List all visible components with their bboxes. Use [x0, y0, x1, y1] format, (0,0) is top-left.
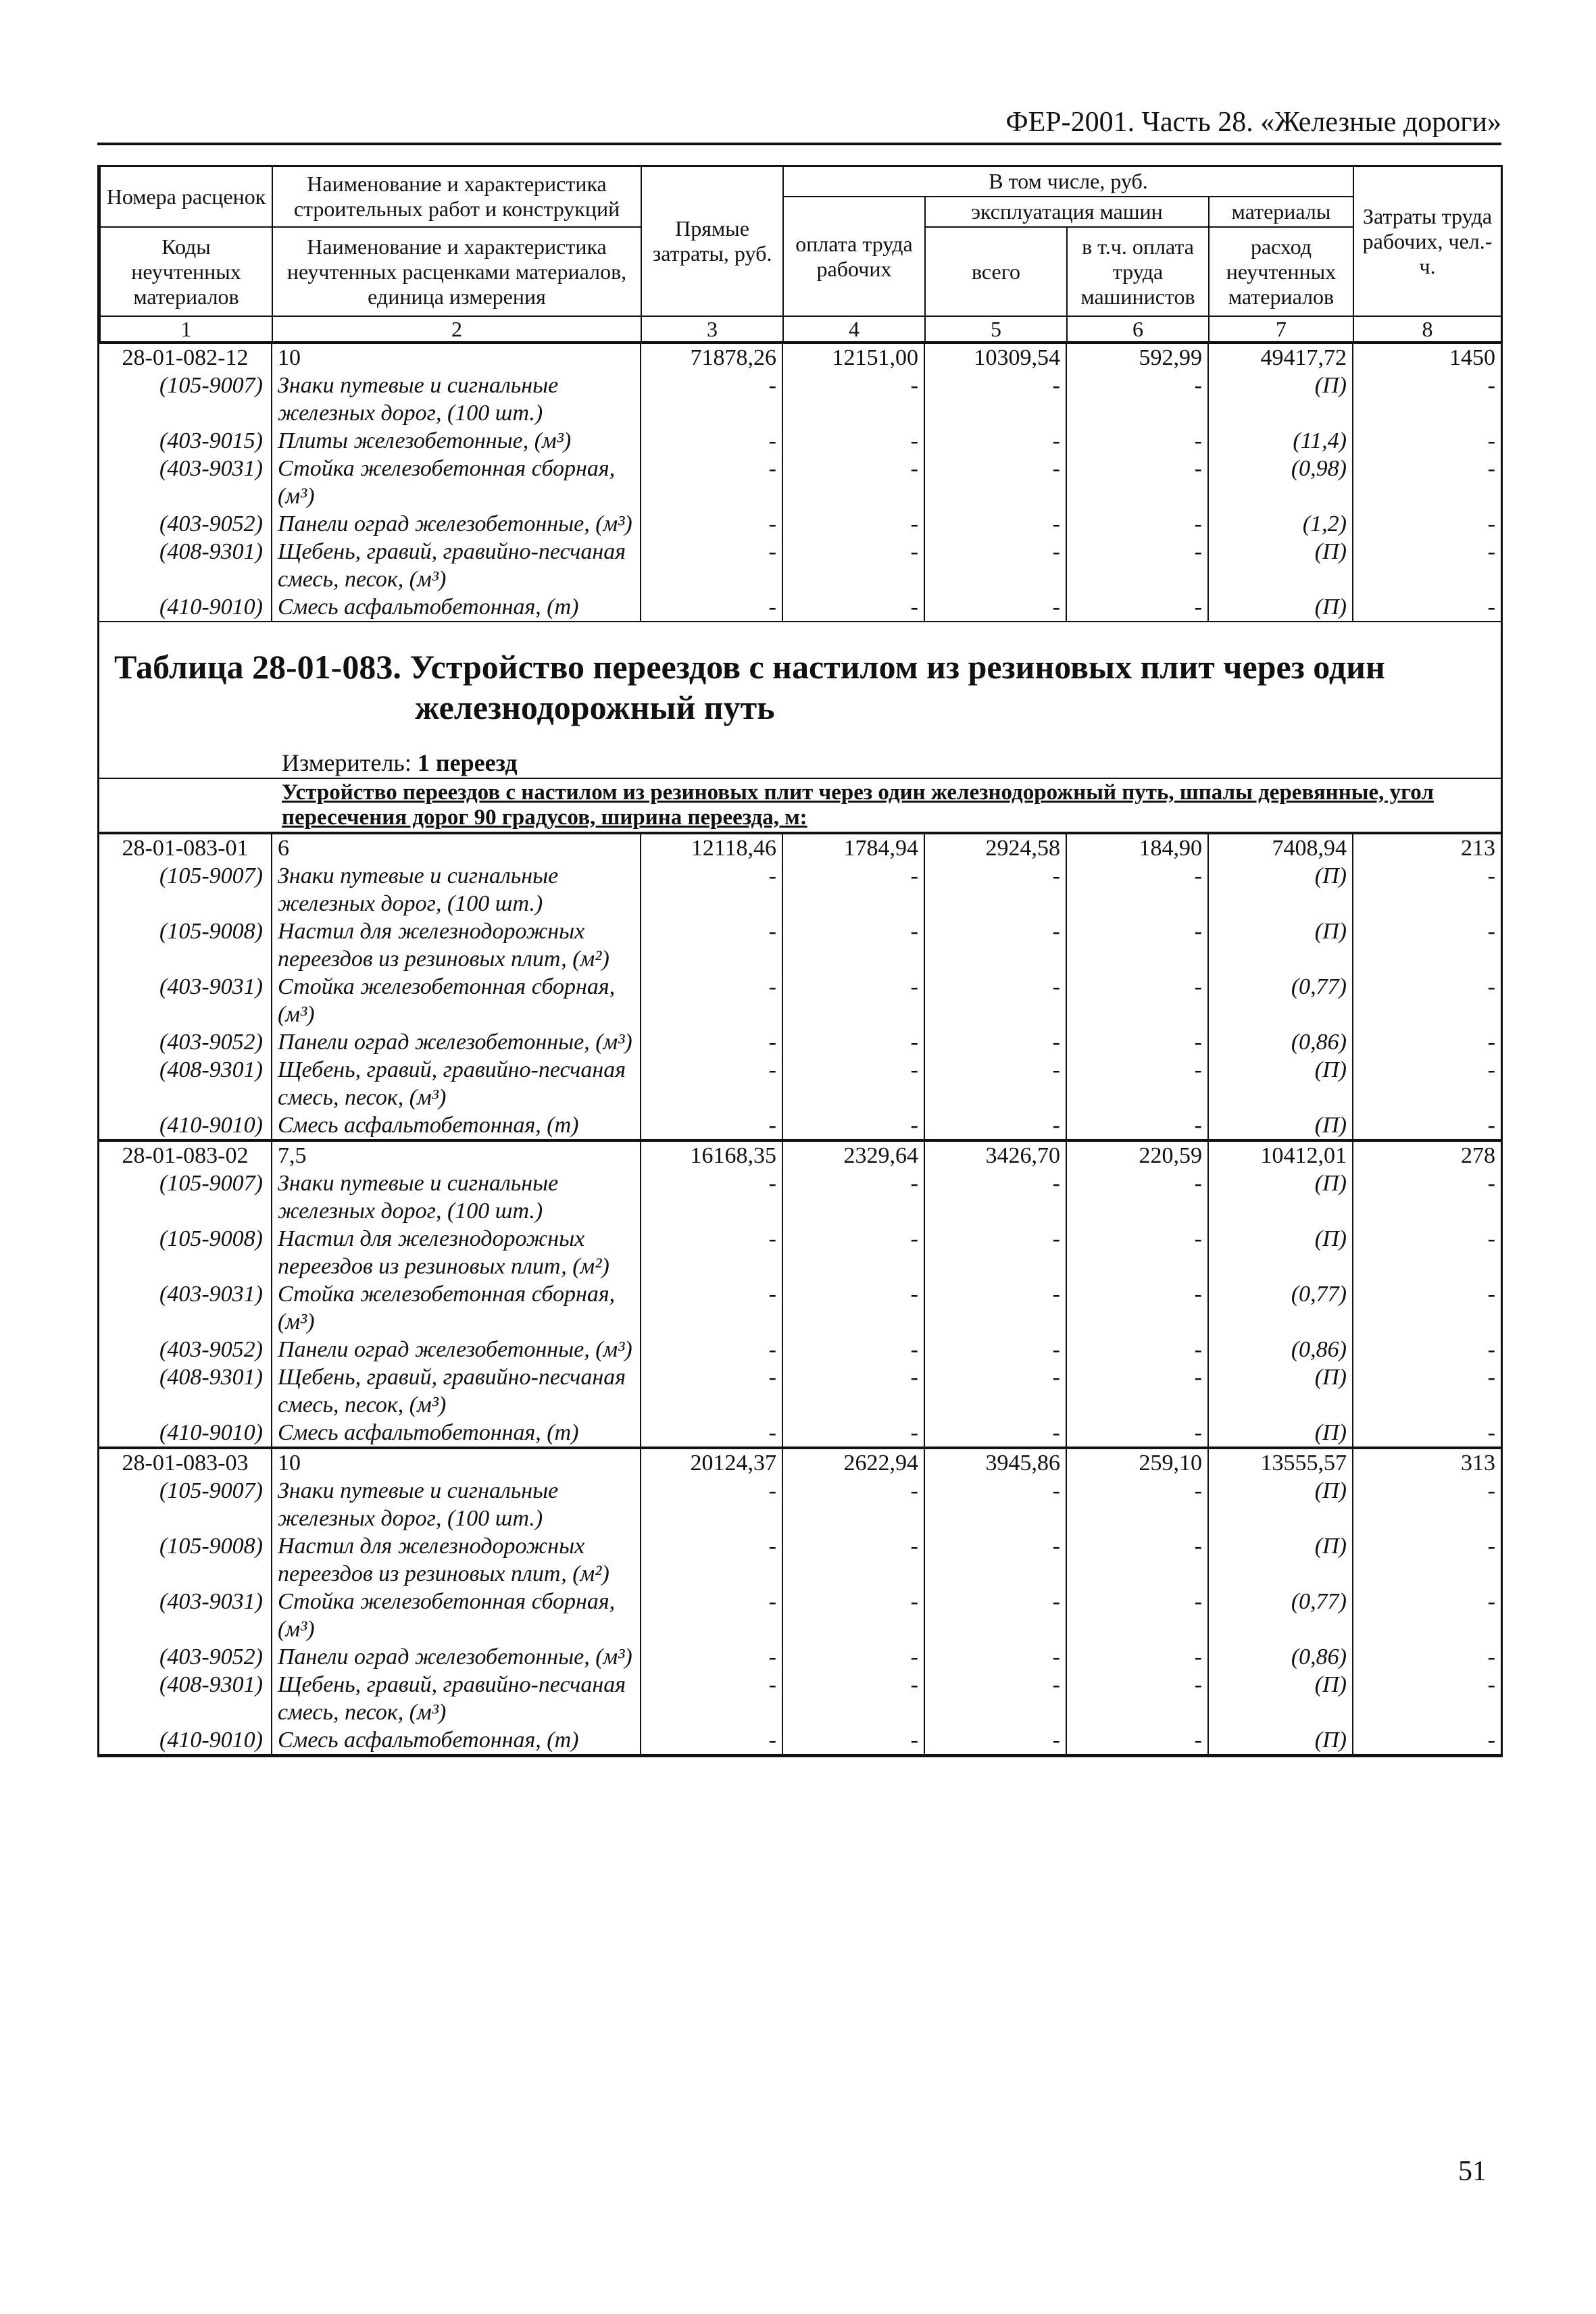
dash-value: - — [782, 1726, 924, 1755]
dash-value: - — [641, 862, 782, 917]
dash-value: - — [924, 455, 1066, 510]
dash-value: - — [782, 372, 924, 427]
material-code: (403-9031) — [99, 1588, 272, 1643]
rate-code: 28-01-082-12 — [99, 343, 272, 372]
material-code: (408-9301) — [99, 1056, 272, 1111]
rate-row — [99, 1449, 1501, 1477]
dash-value: - — [1487, 863, 1495, 888]
dash-value: - — [924, 1588, 1066, 1643]
material-name: Смесь асфальтобетонная, (т) — [272, 593, 641, 622]
header-name-bottom: Наименование и характеристика неучтенных расценками материалов, единица измерения — [272, 227, 641, 316]
rate-group-body — [99, 1141, 1501, 1447]
material-use: (П) — [1208, 1532, 1353, 1588]
dash-value: - — [641, 1111, 782, 1140]
rate-code: 28-01-083-02 — [99, 1141, 272, 1169]
dash-value: - — [1066, 1225, 1208, 1280]
dash-value: - — [1487, 1226, 1495, 1251]
dash-value: - — [782, 973, 924, 1028]
dash-value: - — [1487, 1644, 1495, 1669]
material-code: (105-9007) — [99, 1169, 272, 1225]
material-code: (403-9052) — [99, 1643, 272, 1671]
materials-cost: 7408,94 — [1208, 834, 1353, 862]
dash-value: - — [1487, 511, 1495, 536]
dash-value: - — [782, 538, 924, 593]
dash-value: - — [924, 1363, 1066, 1419]
labor-hours: 313 — [1353, 1449, 1501, 1477]
material-name: Щебень, гравий, гравийно-песчаная смесь, песок, (м³) — [272, 1363, 641, 1419]
dash-value: - — [1066, 1477, 1208, 1532]
material-use: (П) — [1208, 538, 1353, 593]
material-use: (П) — [1208, 1169, 1353, 1225]
rate-row — [99, 834, 1501, 862]
material-row — [99, 862, 1501, 917]
material-use: (П) — [1208, 1671, 1353, 1726]
rate-code: 28-01-083-03 — [99, 1449, 272, 1477]
header-incl: В том числе, руб. — [783, 166, 1353, 197]
table-caption — [99, 622, 1501, 778]
material-row — [99, 1363, 1501, 1419]
rate-group-table — [99, 1140, 1501, 1448]
header-machines: эксплуатация машин — [925, 197, 1209, 227]
materials-cost: 13555,57 — [1208, 1449, 1353, 1477]
material-row — [99, 455, 1501, 510]
dash-value: - — [782, 1419, 924, 1447]
material-use: (П) — [1208, 1056, 1353, 1111]
dash-value: - — [641, 1643, 782, 1671]
dash-value: - — [641, 1363, 782, 1419]
material-use: (1,2) — [1208, 510, 1353, 538]
rate-group-body — [99, 343, 1501, 622]
material-name: Стойка железобетонная сборная, (м³) — [272, 1280, 641, 1336]
header-name-top: Наименование и характеристика строительных работ и конструкций — [272, 166, 641, 228]
dash-value: - — [1066, 538, 1208, 593]
dash-value: - — [641, 372, 782, 427]
material-code: (105-9007) — [99, 862, 272, 917]
material-use: (0,77) — [1208, 1280, 1353, 1336]
dash-value: - — [1066, 593, 1208, 622]
material-name: Настил для железнодорожных переездов из резиновых плит, (м²) — [272, 1225, 641, 1280]
material-code: (403-9052) — [99, 1028, 272, 1056]
dash-value: - — [782, 1643, 924, 1671]
dash-value: - — [1066, 1671, 1208, 1726]
dash-value: - — [1487, 1534, 1495, 1559]
dash-value: - — [924, 917, 1066, 973]
machines-total: 2924,58 — [924, 834, 1066, 862]
dash-value: - — [782, 917, 924, 973]
dash-value: - — [782, 1028, 924, 1056]
dash-value: - — [1487, 456, 1495, 481]
dash-value: - — [1353, 593, 1501, 622]
material-row — [99, 1111, 1501, 1140]
dash-value: - — [641, 1280, 782, 1336]
dash-value: - — [924, 1056, 1066, 1111]
column-number: 7 — [1209, 316, 1353, 342]
material-name: Панели оград железобетонные, (м³) — [272, 1336, 641, 1363]
dash-value: - — [641, 1671, 782, 1726]
dash-value: - — [1487, 373, 1495, 398]
material-code: (403-9052) — [99, 1336, 272, 1363]
dash-value: - — [782, 455, 924, 510]
dash-value: - — [782, 510, 924, 538]
dash-value: - — [1066, 1588, 1208, 1643]
labor-hours: 278 — [1353, 1141, 1501, 1169]
dash-value: - — [1487, 1478, 1495, 1503]
material-code: (410-9010) — [99, 1111, 272, 1140]
material-row — [99, 1225, 1501, 1280]
material-code: (408-9301) — [99, 1671, 272, 1726]
material-name: Смесь асфальтобетонная, (т) — [272, 1726, 641, 1755]
material-name: Знаки путевые и сигнальные железных дорог, (100 шт.) — [272, 372, 641, 427]
material-use: (0,86) — [1208, 1336, 1353, 1363]
dash-value: - — [1066, 1363, 1208, 1419]
material-row — [99, 1588, 1501, 1643]
material-use: (0,86) — [1208, 1643, 1353, 1671]
materials-cost: 10412,01 — [1208, 1141, 1353, 1169]
dash-value: - — [924, 1336, 1066, 1363]
rate-parameter: 6 — [272, 834, 641, 862]
material-use: (П) — [1208, 917, 1353, 973]
dash-value: - — [1487, 1589, 1495, 1614]
material-use: (П) — [1208, 372, 1353, 427]
material-name: Стойка железобетонная сборная, (м³) — [272, 1588, 641, 1643]
direct-costs: 12118,46 — [641, 834, 782, 862]
column-number: 5 — [925, 316, 1067, 342]
dash-value: - — [1487, 919, 1495, 944]
material-code: (105-9007) — [99, 1477, 272, 1532]
dash-value: - — [1066, 1111, 1208, 1140]
header-code-top: Номера расценок — [100, 166, 272, 228]
rate-group-body — [99, 1449, 1501, 1755]
material-name: Настил для железнодорожных переездов из резиновых плит, (м²) — [272, 1532, 641, 1588]
page-header: ФЕР-2001. Часть 28. «Железные дороги» — [1005, 107, 1501, 138]
measure-unit — [282, 749, 518, 776]
header-materials: материалы — [1209, 197, 1353, 227]
machinist-pay: 220,59 — [1066, 1141, 1208, 1169]
column-header-table — [99, 165, 1502, 343]
material-name: Стойка железобетонная сборная, (м³) — [272, 455, 641, 510]
material-row — [99, 1169, 1501, 1225]
material-name: Знаки путевые и сигнальные железных дорог, (100 шт.) — [272, 1169, 641, 1225]
material-code: (105-9008) — [99, 1225, 272, 1280]
material-name: Панели оград железобетонные, (м³) — [272, 510, 641, 538]
dash-value: - — [782, 1477, 924, 1532]
dash-value: - — [924, 862, 1066, 917]
material-name: Настил для железнодорожных переездов из резиновых плит, (м²) — [272, 917, 641, 973]
material-name: Панели оград железобетонные, (м³) — [272, 1643, 641, 1671]
materials-cost: 49417,72 — [1208, 343, 1353, 372]
column-number: 3 — [641, 316, 783, 342]
material-use: (П) — [1208, 593, 1353, 622]
dash-value: - — [1066, 1028, 1208, 1056]
material-row — [99, 1280, 1501, 1336]
dash-value: - — [782, 1336, 924, 1363]
dash-value: - — [1487, 1057, 1495, 1082]
material-code: (410-9010) — [99, 1726, 272, 1755]
material-use: (П) — [1208, 1726, 1353, 1755]
dash-value: - — [641, 1169, 782, 1225]
dash-value: - — [1353, 1419, 1501, 1447]
dash-value: - — [924, 1419, 1066, 1447]
dash-value: - — [641, 538, 782, 593]
measure-label: Измеритель: — [282, 749, 412, 776]
material-name: Щебень, гравий, гравийно-песчаная смесь, песок, (м³) — [272, 1671, 641, 1726]
material-code: (408-9301) — [99, 1363, 272, 1419]
machinist-pay: 184,90 — [1066, 834, 1208, 862]
header-direct-costs: Прямые затраты, руб. — [641, 166, 783, 317]
material-name: Смесь асфальтобетонная, (т) — [272, 1111, 641, 1140]
material-code: (403-9015) — [99, 427, 272, 455]
dash-value: - — [641, 1225, 782, 1280]
column-number: 8 — [1353, 316, 1501, 342]
direct-costs: 20124,37 — [641, 1449, 782, 1477]
dash-value: - — [782, 1363, 924, 1419]
material-row — [99, 1028, 1501, 1056]
dash-value: - — [924, 1169, 1066, 1225]
header-labor-cost: Затраты труда рабочих, чел.-ч. — [1353, 166, 1501, 317]
dash-value: - — [1066, 1532, 1208, 1588]
rate-group-table — [99, 1448, 1501, 1755]
dash-value: - — [1066, 973, 1208, 1028]
header-rule — [97, 143, 1501, 145]
material-code: (403-9031) — [99, 973, 272, 1028]
material-name: Плиты железобетонные, (м³) — [272, 427, 641, 455]
material-name: Знаки путевые и сигнальные железных дорог, (100 шт.) — [272, 862, 641, 917]
dash-value: - — [782, 1169, 924, 1225]
dash-value: - — [641, 593, 782, 622]
column-number: 6 — [1067, 316, 1209, 342]
rate-parameter: 10 — [272, 343, 641, 372]
labor-pay: 2622,94 — [782, 1449, 924, 1477]
dash-value: - — [924, 427, 1066, 455]
dash-value: - — [641, 1532, 782, 1588]
material-code: (105-9008) — [99, 1532, 272, 1588]
material-row — [99, 1056, 1501, 1111]
material-name: Щебень, гравий, гравийно-песчаная смесь, песок, (м³) — [272, 1056, 641, 1111]
material-code: (408-9301) — [99, 538, 272, 593]
dash-value: - — [782, 1280, 924, 1336]
material-name: Панели оград железобетонные, (м³) — [272, 1028, 641, 1056]
material-use: (П) — [1208, 862, 1353, 917]
material-name: Смесь асфальтобетонная, (т) — [272, 1419, 641, 1447]
section-heading-text: Устройство переездов с настилом из резиновых плит через один железнодорожный путь, шпалы деревянные, угол пересечения дорог 90 градусов, ширина переезда, м: — [282, 780, 1434, 830]
header-code-bottom: Коды неучтенных материалов — [100, 227, 272, 316]
header-materials-use: расход неучтенных материалов — [1209, 227, 1353, 316]
material-row — [99, 1477, 1501, 1532]
dash-value: - — [1066, 372, 1208, 427]
material-code: (410-9010) — [99, 1419, 272, 1447]
dash-value: - — [924, 973, 1066, 1028]
dash-value: - — [1487, 1030, 1495, 1055]
dash-value: - — [641, 1588, 782, 1643]
material-code: (403-9031) — [99, 455, 272, 510]
column-number: 1 — [100, 316, 272, 342]
rate-group-table — [99, 833, 1501, 1140]
rate-group-body — [99, 834, 1501, 1140]
dash-value: - — [782, 1111, 924, 1140]
direct-costs: 71878,26 — [641, 343, 782, 372]
column-number: 4 — [783, 316, 925, 342]
dash-value: - — [1487, 428, 1495, 453]
material-code: (410-9010) — [99, 593, 272, 622]
machinist-pay: 259,10 — [1066, 1449, 1208, 1477]
dash-value: - — [924, 1111, 1066, 1140]
labor-hours: 213 — [1353, 834, 1501, 862]
dash-value: - — [641, 1419, 782, 1447]
labor-pay: 12151,00 — [782, 343, 924, 372]
dash-value: - — [1487, 1337, 1495, 1362]
dash-value: - — [1066, 1336, 1208, 1363]
dash-value: - — [782, 593, 924, 622]
dash-value: - — [782, 1056, 924, 1111]
dash-value: - — [641, 455, 782, 510]
column-number: 2 — [272, 316, 641, 342]
dash-value: - — [924, 538, 1066, 593]
rate-group-table — [99, 343, 1501, 622]
material-row — [99, 973, 1501, 1028]
dash-value: - — [1487, 974, 1495, 999]
material-use: (П) — [1208, 1477, 1353, 1532]
dash-value: - — [924, 372, 1066, 427]
material-use: (0,86) — [1208, 1028, 1353, 1056]
dash-value: - — [782, 1671, 924, 1726]
material-code: (403-9052) — [99, 510, 272, 538]
rate-parameter: 7,5 — [272, 1141, 641, 1169]
machines-total: 10309,54 — [924, 343, 1066, 372]
dash-value: - — [782, 1588, 924, 1643]
dash-value: - — [1487, 1365, 1495, 1390]
machines-total: 3426,70 — [924, 1141, 1066, 1169]
measure-value: 1 переезд — [417, 749, 518, 776]
dash-value: - — [1487, 1672, 1495, 1697]
dash-value: - — [924, 1671, 1066, 1726]
dash-value: - — [641, 917, 782, 973]
material-use: (0,77) — [1208, 1588, 1353, 1643]
material-use: (П) — [1208, 1419, 1353, 1447]
dash-value: - — [1066, 1643, 1208, 1671]
dash-value: - — [641, 1028, 782, 1056]
rate-parameter: 10 — [272, 1449, 641, 1477]
direct-costs: 16168,35 — [641, 1141, 782, 1169]
dash-value: - — [641, 510, 782, 538]
dash-value: - — [641, 973, 782, 1028]
labor-pay: 1784,94 — [782, 834, 924, 862]
material-row — [99, 427, 1501, 455]
dash-value: - — [1487, 1171, 1495, 1196]
material-row — [99, 1643, 1501, 1671]
material-row — [99, 510, 1501, 538]
dash-value: - — [924, 593, 1066, 622]
dash-value: - — [641, 1477, 782, 1532]
material-row — [99, 538, 1501, 593]
table-bottom-rule — [99, 1755, 1501, 1757]
material-name: Стойка железобетонная сборная, (м³) — [272, 973, 641, 1028]
dash-value: - — [924, 1532, 1066, 1588]
material-use: (0,98) — [1208, 455, 1353, 510]
dash-value: - — [1353, 1111, 1501, 1140]
machines-total: 3945,86 — [924, 1449, 1066, 1477]
material-use: (11,4) — [1208, 427, 1353, 455]
header-labor-pay: оплата труда рабочих — [783, 197, 925, 316]
material-code: (105-9007) — [99, 372, 272, 427]
dash-value: - — [1066, 1280, 1208, 1336]
dash-value: - — [641, 1056, 782, 1111]
material-use: (П) — [1208, 1363, 1353, 1419]
rate-row — [99, 1141, 1501, 1169]
dash-value: - — [1066, 1726, 1208, 1755]
dash-value: - — [782, 1532, 924, 1588]
dash-value: - — [1487, 1282, 1495, 1307]
material-row — [99, 1671, 1501, 1726]
dash-value: - — [1066, 510, 1208, 538]
dash-value: - — [924, 1477, 1066, 1532]
dash-value: - — [782, 427, 924, 455]
header-machinist-pay: в т.ч. оплата труда машинистов — [1067, 227, 1209, 316]
dash-value: - — [924, 1028, 1066, 1056]
dash-value: - — [924, 1726, 1066, 1755]
material-row — [99, 1726, 1501, 1755]
dash-value: - — [1066, 427, 1208, 455]
dash-value: - — [924, 510, 1066, 538]
dash-value: - — [641, 427, 782, 455]
dash-value: - — [1066, 1056, 1208, 1111]
dash-value: - — [1066, 917, 1208, 973]
labor-pay: 2329,64 — [782, 1141, 924, 1169]
material-row — [99, 917, 1501, 973]
material-name: Щебень, гравий, гравийно-песчаная смесь, песок, (м³) — [272, 538, 641, 593]
rates-table-frame — [97, 165, 1503, 1757]
material-row — [99, 1532, 1501, 1588]
material-code: (403-9031) — [99, 1280, 272, 1336]
rate-code: 28-01-083-01 — [99, 834, 272, 862]
dash-value: - — [641, 1726, 782, 1755]
dash-value: - — [782, 1225, 924, 1280]
dash-value: - — [1066, 455, 1208, 510]
dash-value: - — [924, 1225, 1066, 1280]
material-use: (П) — [1208, 1225, 1353, 1280]
material-row — [99, 593, 1501, 622]
dash-value: - — [1066, 1419, 1208, 1447]
dash-value: - — [1353, 1726, 1501, 1755]
labor-hours: 1450 — [1353, 343, 1501, 372]
table-title — [114, 647, 1486, 728]
page-number: 51 — [1458, 2156, 1487, 2187]
dash-value: - — [782, 862, 924, 917]
table-title-line-2: железнодорожный путь — [415, 688, 775, 726]
dash-value: - — [924, 1643, 1066, 1671]
material-code: (105-9008) — [99, 917, 272, 973]
section-heading — [99, 778, 1501, 833]
table-title-line-1: Таблица 28-01-083. Устройство переездов с настилом из резиновых плит через один — [114, 648, 1385, 686]
dash-value: - — [1066, 862, 1208, 917]
material-row — [99, 1336, 1501, 1363]
dash-value: - — [924, 1280, 1066, 1336]
header-machines-total: всего — [925, 227, 1067, 316]
dash-value: - — [1487, 539, 1495, 564]
dash-value: - — [641, 1336, 782, 1363]
material-use: (П) — [1208, 1111, 1353, 1140]
machinist-pay: 592,99 — [1066, 343, 1208, 372]
dash-value: - — [1066, 1169, 1208, 1225]
material-use: (0,77) — [1208, 973, 1353, 1028]
material-row — [99, 372, 1501, 427]
material-row — [99, 1419, 1501, 1447]
material-name: Знаки путевые и сигнальные железных дорог, (100 шт.) — [272, 1477, 641, 1532]
rate-row — [99, 343, 1501, 372]
